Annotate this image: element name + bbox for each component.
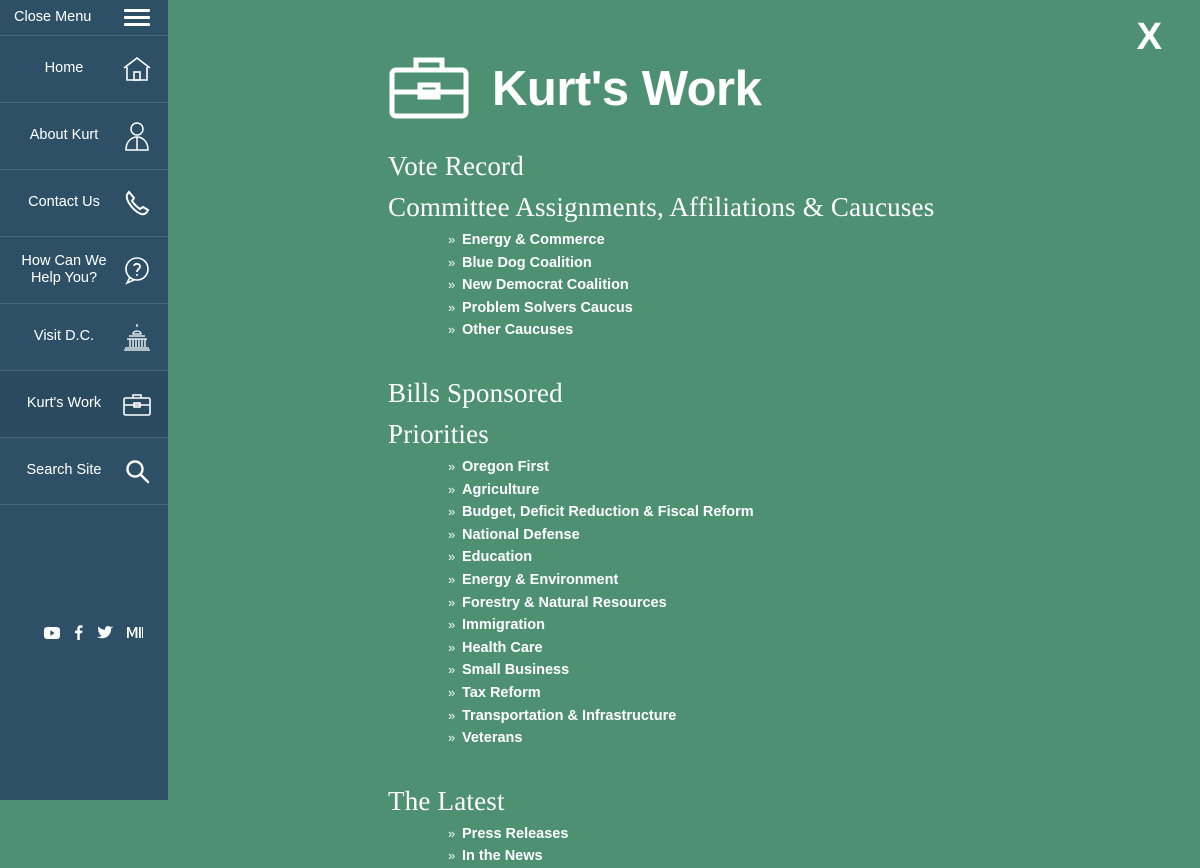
list-item[interactable]: [388, 823, 1200, 846]
list-item-label: Transportation & Infrastructure: [462, 707, 677, 724]
chevron-right-icon: »: [448, 594, 456, 610]
sidebar-item-kurts-work[interactable]: [0, 371, 168, 438]
chevron-right-icon: »: [448, 481, 456, 497]
sidebar-item-how-can-we-help-you[interactable]: [0, 237, 168, 304]
question-bubble-icon: [120, 253, 154, 287]
list-item[interactable]: [388, 569, 1200, 592]
list-item[interactable]: [388, 614, 1200, 637]
page-title: Kurt's Work: [492, 61, 762, 116]
medium-icon[interactable]: [127, 626, 143, 639]
youtube-icon[interactable]: [44, 627, 60, 639]
chevron-right-icon: »: [448, 232, 456, 247]
home-icon: [120, 52, 154, 86]
person-icon: [120, 119, 154, 153]
sidebar-item-label: How Can We Help You?: [21, 252, 107, 286]
the-latest-list: [388, 823, 1200, 868]
chevron-right-icon: »: [448, 299, 456, 315]
list-item[interactable]: [388, 546, 1200, 569]
sidebar-item-search-site[interactable]: [0, 438, 168, 505]
list-item[interactable]: [388, 274, 1200, 297]
spacer: [388, 346, 1200, 364]
list-item-label: Problem Solvers Caucus: [462, 299, 633, 316]
list-item-label: Other Caucuses: [462, 322, 574, 339]
list-item[interactable]: [388, 297, 1200, 320]
section-heading-bills-sponsored[interactable]: Bills Sponsored: [388, 377, 563, 408]
chevron-right-icon: »: [448, 662, 456, 678]
briefcase-icon: [388, 52, 470, 125]
sidebar-item-label: About Kurt: [29, 127, 99, 144]
chevron-right-icon: »: [448, 504, 456, 520]
list-item[interactable]: [388, 727, 1200, 750]
sidebar-item-close-menu[interactable]: [0, 0, 168, 36]
list-item-label: Press Releases: [462, 825, 569, 842]
list-item-label: National Defense: [462, 526, 580, 543]
committees-list: [388, 229, 1200, 342]
page-title-row: [388, 52, 1200, 125]
chevron-right-icon: »: [448, 458, 456, 474]
list-item[interactable]: [388, 845, 1200, 868]
chevron-right-icon: »: [448, 730, 456, 746]
chevron-right-icon: »: [448, 825, 456, 841]
list-item[interactable]: [388, 659, 1200, 682]
list-item[interactable]: [388, 229, 1200, 252]
list-item[interactable]: [388, 479, 1200, 502]
hamburger-icon[interactable]: [120, 1, 154, 35]
sidebar-item-home[interactable]: [0, 36, 168, 103]
social-links: [0, 625, 168, 640]
list-item[interactable]: [388, 705, 1200, 728]
list-item-label: New Democrat Coalition: [462, 277, 629, 294]
facebook-icon[interactable]: [74, 625, 83, 640]
section-heading-priorities[interactable]: Priorities: [388, 418, 489, 449]
list-item-label: Blue Dog Coalition: [462, 254, 592, 271]
section-heading-vote-record[interactable]: Vote Record: [388, 151, 524, 181]
sidebar-item-label: Contact Us: [28, 194, 100, 211]
chevron-right-icon: »: [448, 571, 456, 587]
list-item-label: Agriculture: [462, 481, 540, 498]
list-item[interactable]: [388, 524, 1200, 547]
chevron-right-icon: »: [448, 707, 456, 723]
chevron-right-icon: »: [448, 639, 456, 655]
sidebar-item-about-kurt[interactable]: [0, 103, 168, 170]
list-item[interactable]: [388, 501, 1200, 524]
list-item-label: Small Business: [462, 662, 570, 679]
sidebar-item-contact-us[interactable]: [0, 170, 168, 237]
priorities-list: [388, 456, 1200, 750]
sidebar-item-label: Search Site: [26, 462, 102, 479]
sidebar-item-visit-dc[interactable]: [0, 304, 168, 371]
list-item-label: Veterans: [462, 730, 523, 747]
briefcase-icon: [120, 387, 154, 421]
sidebar: [0, 0, 168, 800]
list-item-label: Tax Reform: [462, 684, 541, 701]
list-item[interactable]: [388, 682, 1200, 705]
chevron-right-icon: »: [448, 684, 456, 700]
sidebar-item-label: Kurt's Work: [26, 395, 102, 412]
list-item-label: In the News: [462, 848, 543, 865]
chevron-right-icon: »: [448, 617, 456, 633]
chevron-right-icon: »: [448, 848, 456, 864]
chevron-right-icon: »: [448, 254, 456, 270]
list-item[interactable]: [388, 456, 1200, 479]
sidebar-item-label: Close Menu: [14, 8, 92, 25]
list-item-label: Health Care: [462, 639, 543, 656]
twitter-icon[interactable]: [97, 626, 113, 639]
chevron-right-icon: »: [448, 526, 456, 542]
list-item-label: Energy & Environment: [462, 571, 619, 588]
sidebar-item-label: Home: [44, 60, 84, 77]
list-item[interactable]: [388, 637, 1200, 660]
chevron-right-icon: »: [448, 322, 456, 338]
list-item[interactable]: [388, 319, 1200, 342]
list-item-label: Forestry & Natural Resources: [462, 594, 667, 611]
sidebar-item-label: Visit D.C.: [33, 328, 95, 345]
phone-icon: [120, 186, 154, 220]
list-item-label: Immigration: [462, 617, 545, 634]
chevron-right-icon: »: [448, 277, 456, 293]
capitol-icon: [120, 320, 154, 354]
list-item-label: Budget, Deficit Reduction & Fiscal Reform: [462, 504, 754, 521]
list-item[interactable]: [388, 252, 1200, 275]
section-heading-the-latest[interactable]: The Latest: [388, 785, 505, 816]
list-item-label: Energy & Commerce: [462, 232, 605, 248]
search-icon[interactable]: [120, 454, 154, 488]
list-item-label: Education: [462, 549, 533, 566]
section-heading-committees[interactable]: Committee Assignments, Affiliations & Caucuses: [388, 192, 935, 222]
main-content: [168, 0, 1200, 865]
list-item-label: Oregon First: [462, 458, 550, 475]
list-item[interactable]: [388, 592, 1200, 615]
chevron-right-icon: »: [448, 549, 456, 565]
spacer: [388, 754, 1200, 772]
close-button[interactable]: X: [1136, 16, 1162, 58]
